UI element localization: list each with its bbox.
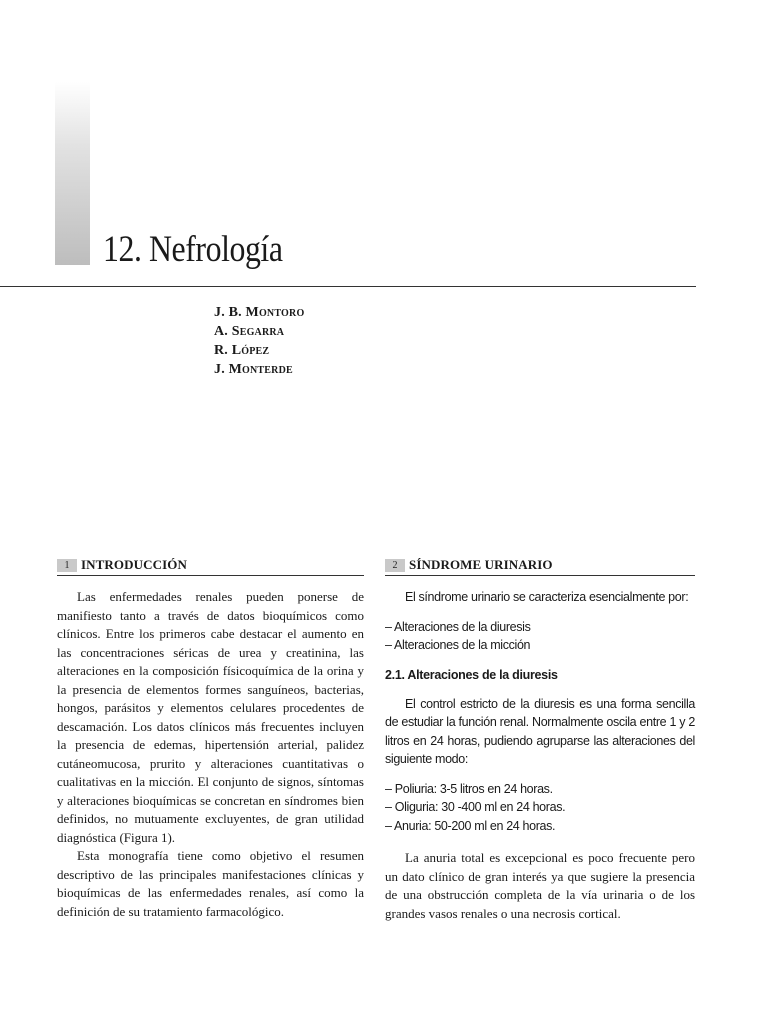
list-item: – Poliuria: 3-5 litros en 24 horas. <box>385 781 553 796</box>
section-title: INTRODUCCIÓN <box>81 557 187 572</box>
author-list <box>214 303 304 379</box>
sindrome-intro-paragraph: El síndrome urinario se caracteriza esencialmente por: <box>405 590 689 604</box>
title-rule <box>0 286 696 287</box>
section-heading-introduccion <box>57 556 364 576</box>
chapter-gradient-bar <box>55 82 90 265</box>
list-item: – Alteraciones de la micción <box>385 638 531 652</box>
section-title: SÍNDROME URINARIO <box>409 557 553 572</box>
author-name: A. Segarra <box>214 324 285 339</box>
intro-paragraph-2: Esta monografía tiene como objetivo el resumen descriptivo de las principales manifestaciones clínicas y bioquímicas de las enfermedades renales, así como la definición de su tratamiento farmacológico. <box>57 848 364 919</box>
author-name: R. López <box>214 343 270 358</box>
chapter-title: 12. Nefrología <box>103 229 283 270</box>
list-item: – Alteraciones de la diuresis <box>385 619 531 634</box>
left-column <box>57 556 364 921</box>
subsection-heading: 2.1. Alteraciones de la diuresis <box>385 667 558 682</box>
section-number-badge: 1 <box>57 559 77 572</box>
diuresis-paragraph: El control estricto de la diuresis es una forma sencilla de estudiar la función renal. Normalmente oscila entre 1 y 2 litros en 24 horas, pudiendo agruparse las alteraciones del siguiente modo: <box>385 696 695 766</box>
right-column <box>385 556 695 923</box>
intro-paragraph-1: Las enfermedades renales pueden ponerse de manifiesto tanto a través de datos bioquímicos como clínicos. Entre los primeros cabe destacar el aumento en las concentraciones séricas de urea y creatinina, las alteraciones en la composición físicoquímica de la orina y la presencia de elementos formes sanguíneos, bacterias, hongos, parásitos y elementos celulares procedentes de descamación. Los datos clínicos más frecuentes incluyen la presencia de edemas, hipertensión arterial, palidez cutáneomucosa, prurito y alteraciones cuantitativas o cualitativas en la micción. El conjunto de signos, síntomas y alteraciones bioquímicas se concretan en síndromes bien definidos, no mutuamente excluyentes, de gran utilidad diagnóstica (Figura 1). <box>57 589 364 845</box>
list-item: – Anuria: 50-200 ml en 24 horas. <box>385 818 556 833</box>
diuresis-list <box>385 780 695 836</box>
sindrome-list <box>385 618 695 655</box>
anuria-paragraph: La anuria total es excepcional es poco frecuente pero un dato clínico de gran interés ya que sugiere la presencia de una obstrucción completa de la vía urinaria o de los grandes vasos renales o una necrosis cortical. <box>385 850 695 921</box>
author-name: J. Monterde <box>214 362 293 377</box>
author-name: J. B. Montoro <box>214 305 305 320</box>
section-heading-sindrome-urinario <box>385 556 695 576</box>
section-number-badge: 2 <box>385 559 405 572</box>
list-item: – Oliguria: 30 -400 ml en 24 horas. <box>385 800 566 814</box>
